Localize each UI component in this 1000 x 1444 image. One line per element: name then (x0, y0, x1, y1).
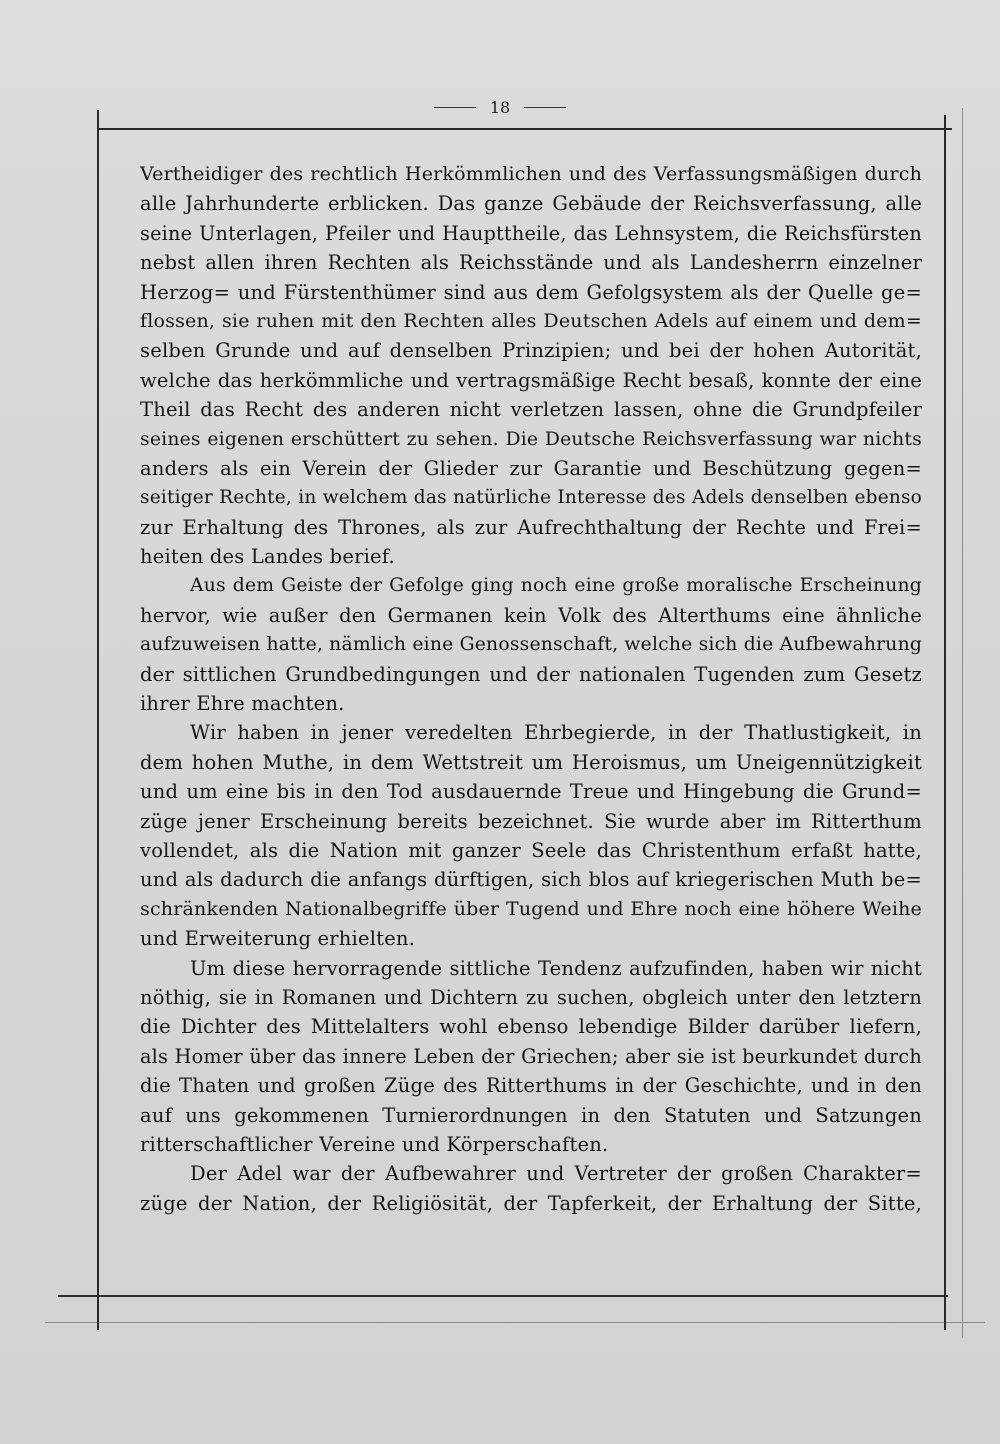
text-line: Wir haben in jener veredelten Ehrbegierde, in der Thatlustigkeit, in (190, 721, 922, 745)
text-line: welche das herkömmliche und vertragsmäßige Recht besaß, konnte der eine (140, 368, 922, 392)
text-line: und um eine bis in den Tod ausdauernde Treue und Hingebung die Grund= (140, 780, 922, 804)
text-line: Vertheidiger des rechtlich Herkömmlichen und des Verfassungsmäßigen durch (140, 163, 922, 185)
text-line: nöthig, sie in Romanen und Dichtern zu suchen, obgleich unter den letztern (140, 985, 922, 1009)
text-line: züge der Nation, der Religiösität, der Tapferkeit, der Erhaltung der Sitte, (140, 1191, 922, 1215)
text-line: vollendet, als die Nation mit ganzer Seele das Christenthum erfaßt hatte, (140, 838, 922, 862)
text-line: selben Grunde und auf denselben Prinzipien; und bei der hohen Autorität, (140, 339, 922, 363)
text-line: hervor, wie außer den Germanen kein Volk des Alterthums eine ähnliche (140, 603, 922, 627)
text-line: flossen, sie ruhen mit den Rechten alles Deutschen Adels auf einem und dem= (140, 309, 922, 332)
text-line: und Erweiterung erhielten. (140, 927, 416, 951)
text-line: Der Adel war der Aufbewahrer und Vertreter der großen Charakter= (190, 1162, 922, 1186)
bottom-outer-rule (45, 1322, 985, 1323)
text-line: Aus dem Geiste der Gefolge ging noch eine große moralische Erscheinung (190, 575, 922, 597)
page-number: 18 (489, 97, 511, 117)
page-header (0, 92, 1000, 122)
text-line: schränkenden Nationalbegriffe über Tugend und Ehre noch eine höhere Weihe (140, 897, 922, 920)
text-line: und als dadurch die anfangs dürftigen, sich blos auf kriegerischen Muth be= (140, 868, 922, 892)
text-line: Herzog= und Fürstenthümer sind aus dem Gefolgsystem als der Quelle ge= (140, 280, 922, 304)
paragraph (140, 160, 922, 571)
text-line: züge jener Erscheinung bereits bezeichnet. Sie wurde aber im Ritterthum (140, 809, 922, 833)
text-line: zur Erhaltung des Thrones, als zur Aufrechthaltung der Rechte und Frei= (140, 515, 922, 539)
text-line: ritterschaftlicher Vereine und Körperschaften. (140, 1132, 609, 1156)
text-line: Theil das Recht des anderen nicht verletzen lassen, ohne die Grundpfeiler (140, 398, 922, 422)
bottom-border-rule (58, 1295, 948, 1297)
paragraph (140, 718, 922, 953)
text-line: seitiger Rechte, in welchem das natürliche Interesse des Adels denselben ebenso (140, 487, 922, 509)
text-line: heiten des Landes berief. (140, 545, 395, 569)
right-outer-rule (962, 108, 963, 1338)
text-line: aufzuweisen hatte, nämlich eine Genossenschaft, welche sich die Aufbewahrung (140, 634, 922, 656)
right-border-rule (944, 115, 946, 1330)
paragraph (140, 1159, 922, 1218)
text-line: ihrer Ehre machten. (140, 692, 345, 716)
text-line: seine Unterlagen, Pfeiler und Haupttheile, das Lehnsystem, die Reichsfürsten (140, 221, 922, 245)
paragraph (140, 954, 922, 1160)
text-line: der sittlichen Grundbedingungen und der nationalen Tugenden zum Gesetz (140, 662, 922, 686)
text-line: Um diese hervorragende sittliche Tendenz aufzufinden, haben wir nicht (190, 956, 922, 980)
text-line: auf uns gekommenen Turnierordnungen in den Statuten und Satzungen (140, 1103, 922, 1127)
header-dash-left (434, 107, 476, 108)
body-text (140, 160, 922, 1218)
text-line: nebst allen ihren Rechten als Reichsstände und als Landesherrn einzelner (140, 251, 922, 275)
text-line: anders als ein Verein der Glieder zur Garantie und Beschützung gegen= (140, 456, 922, 480)
header-dash-right (524, 107, 566, 108)
text-line: alle Jahrhunderte erblicken. Das ganze Gebäude der Reichsverfassung, alle (140, 192, 922, 216)
top-border-rule (97, 128, 952, 130)
text-line: seines eigenen erschüttert zu sehen. Die Deutsche Reichsverfassung war nichts (140, 428, 922, 450)
text-line: die Thaten und großen Züge des Ritterthums in der Geschichte, und in den (140, 1074, 922, 1098)
text-line: die Dichter des Mittelalters wohl ebenso lebendige Bilder darüber liefern, (140, 1015, 922, 1039)
paragraph (140, 571, 922, 718)
text-line: dem hohen Muthe, in dem Wettstreit um Heroismus, um Uneigennützigkeit (140, 750, 922, 774)
text-line: als Homer über das innere Leben der Griechen; aber sie ist beurkundet durch (140, 1044, 922, 1068)
left-border-rule (97, 110, 99, 1330)
